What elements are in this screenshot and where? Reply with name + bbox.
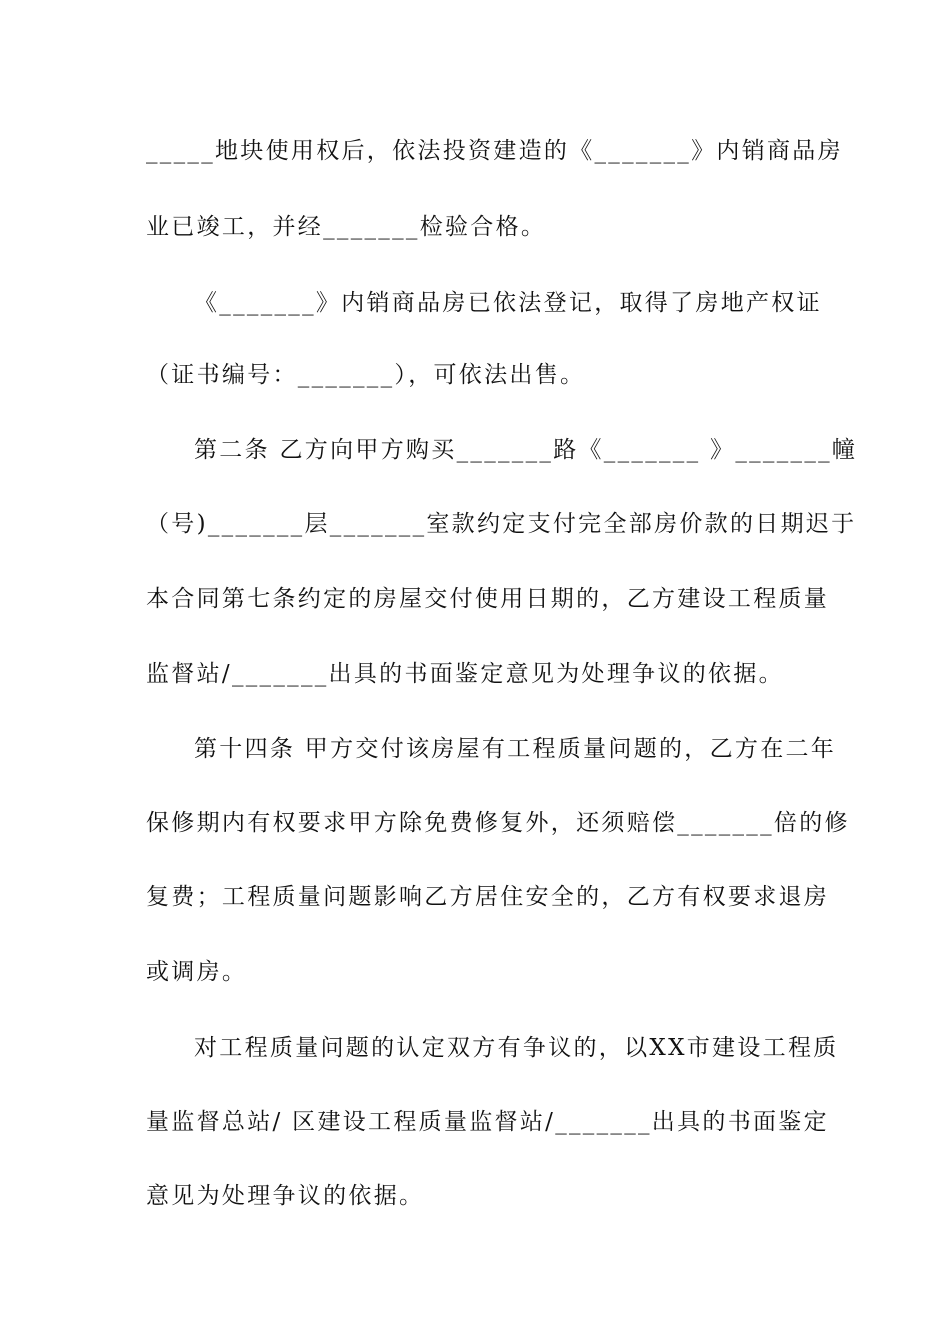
text-line-9: 第十四条 甲方交付该房屋有工程质量问题的，乙方在二年	[194, 736, 837, 762]
text-line-7: 本合同第七条约定的房屋交付使用日期的，乙方建设工程质量	[146, 586, 830, 612]
text-line-11: 复费；工程质量问题影响乙方居住安全的，乙方有权要求退房	[146, 884, 830, 910]
text-line-3: 《_______》内销商品房已依法登记，取得了房地产权证	[194, 290, 822, 316]
text-line-15: 意见为处理争议的依据。	[146, 1183, 425, 1209]
text-line-13: 对工程质量问题的认定双方有争议的，以XX市建设工程质	[194, 1035, 839, 1061]
text-line-6: （号)_______层_______室款约定支付完全部房价款的日期迟于	[146, 511, 857, 537]
text-line-8: 监督站/_______出具的书面鉴定意见为处理争议的依据。	[146, 661, 784, 687]
text-line-4: （证书编号：_______），可依法出售。	[146, 362, 586, 388]
text-line-2: 业已竣工，并经_______检验合格。	[146, 214, 547, 240]
text-line-1: _____地块使用权后，依法投资建造的《_______》内销商品房	[146, 138, 843, 164]
text-line-12: 或调房。	[146, 959, 248, 985]
text-line-5: 第二条 乙方向甲方购买_______路《_______ 》_______幢	[194, 437, 858, 463]
text-line-14: 量监督总站/ 区建设工程质量监督站/_______出具的书面鉴定	[146, 1109, 829, 1135]
text-line-10: 保修期内有权要求甲方除免费修复外，还须赔偿_______倍的修	[146, 810, 850, 836]
